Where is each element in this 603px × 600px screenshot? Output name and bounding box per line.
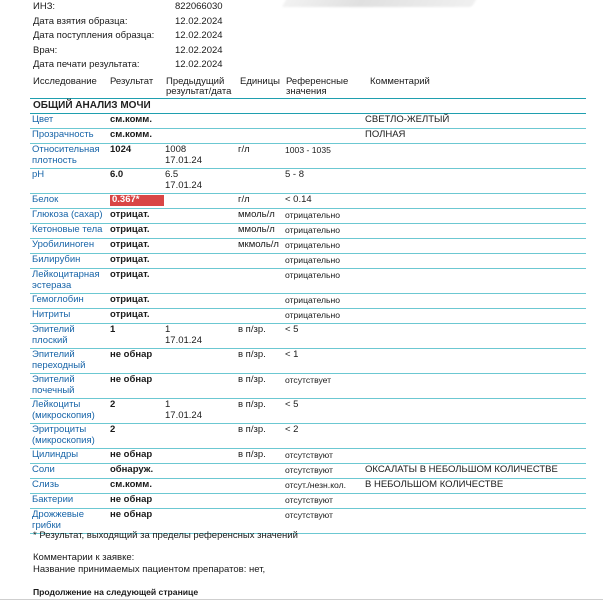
sample-metadata	[33, 0, 223, 73]
test-name: Соли	[32, 464, 55, 475]
test-unit: ммоль/л	[238, 209, 275, 220]
reference-range: < 5	[285, 399, 299, 410]
reference-range: отрицательно	[285, 210, 340, 220]
test-result: 6.0	[110, 169, 124, 180]
meta-row	[33, 15, 223, 30]
test-unit: в п/зр.	[238, 424, 266, 435]
test-comment: ПОЛНАЯ	[365, 129, 406, 140]
test-result: отрицат.	[110, 224, 150, 235]
reference-range: отрицательно	[285, 225, 340, 235]
meta-value: 822066030	[175, 1, 223, 12]
reference-range: отсутствует	[285, 375, 332, 385]
continued-note: Продолжение на следующей странице	[33, 587, 199, 597]
table-row	[30, 129, 586, 144]
reference-range: отсутствуют	[285, 495, 333, 505]
table-row	[30, 294, 586, 309]
meta-value: 12.02.2024	[175, 59, 223, 70]
test-name: Лейкоцитарная эстераза	[32, 269, 100, 291]
table-row	[30, 209, 586, 224]
previous-result: 1 17.01.24	[165, 399, 202, 421]
test-result: см.комм.	[110, 129, 152, 140]
test-comment: СВЕТЛО-ЖЕЛТЫЙ	[365, 114, 450, 125]
top-shadow-shape	[282, 0, 478, 7]
test-result: см.комм.	[110, 479, 152, 490]
test-result: не обнар	[110, 449, 153, 460]
table-row	[30, 449, 586, 464]
test-name: Относительная плотность	[32, 144, 100, 166]
test-result: 2	[110, 399, 116, 410]
test-result: отрицат.	[110, 269, 150, 280]
test-result: не обнар	[110, 349, 153, 360]
test-unit: ммоль/л	[238, 224, 275, 235]
test-name: Эритроциты (микроскопия)	[32, 424, 95, 446]
test-name: Гемоглобин	[32, 294, 84, 305]
header-previous: Предыдущий результат/дата	[166, 76, 232, 97]
meta-label: Дата поступления образца:	[33, 30, 155, 41]
meta-label: Дата печати результата:	[33, 59, 140, 70]
meta-label: Врач:	[33, 44, 58, 56]
meta-row	[33, 58, 223, 73]
reference-range: 5 - 8	[285, 169, 305, 180]
table-row	[30, 424, 586, 449]
test-name: Цвет	[32, 114, 54, 125]
test-unit: г/л	[238, 144, 250, 155]
test-name: Прозрачность	[32, 129, 94, 140]
table-row	[30, 464, 586, 479]
table-row	[30, 169, 586, 194]
test-name: Цилиндры	[32, 449, 79, 460]
test-name: Эпителий плоский	[32, 324, 75, 346]
test-name: Слизь	[32, 479, 60, 490]
reference-range: отрицательно	[285, 295, 340, 305]
header-units: Единицы	[240, 76, 281, 87]
test-result: см.комм.	[110, 114, 152, 125]
header-reference: Референсные значения	[286, 76, 349, 97]
meta-label: ИНЗ:	[33, 1, 56, 12]
test-name: pH	[32, 169, 45, 180]
test-unit: мкмоль/л	[238, 239, 279, 250]
test-result: не обнар	[110, 374, 153, 385]
reference-range: отсутствуют	[285, 465, 333, 475]
test-result: обнаруж.	[110, 464, 154, 475]
header-result: Результат	[110, 76, 154, 87]
previous-result: 6.5 17.01.24	[165, 169, 202, 191]
meta-row	[33, 29, 223, 44]
test-result: отрицат.	[110, 209, 150, 220]
test-name: Эпителий переходный	[32, 349, 86, 371]
test-result: 1024	[110, 144, 132, 155]
test-unit: г/л	[238, 194, 250, 205]
table-row	[30, 269, 586, 294]
test-result: отрицат.	[110, 239, 150, 250]
table-row	[30, 224, 586, 239]
table-row	[30, 494, 586, 509]
test-comment: ОКСАЛАТЫ В НЕБОЛЬШОМ КОЛИЧЕСТВЕ	[365, 464, 558, 475]
reference-range: отрицательно	[285, 255, 340, 265]
test-comment: В НЕБОЛЬШОМ КОЛИЧЕСТВЕ	[365, 479, 504, 490]
footnotes	[33, 530, 593, 576]
meta-row	[33, 44, 223, 59]
test-name: Кетоновые тела	[32, 224, 103, 235]
test-unit: в п/зр.	[238, 324, 266, 335]
reference-range: отсутствуют	[285, 450, 333, 460]
reference-range: отрицательно	[285, 240, 340, 250]
table-row	[30, 349, 586, 374]
table-row	[30, 114, 586, 129]
test-name: Эпителий почечный	[32, 374, 75, 396]
comments-label: Комментарии к заявке:	[33, 552, 135, 563]
section-title: ОБЩИЙ АНАЛИЗ МОЧИ	[30, 98, 586, 114]
table-row	[30, 144, 586, 169]
test-result: отрицат.	[110, 254, 150, 265]
test-name: Белок	[32, 194, 59, 205]
meta-value: 12.02.2024	[175, 15, 223, 27]
test-name: Бактерии	[32, 494, 74, 505]
meta-row	[33, 0, 223, 15]
meta-label: Дата взятия образца:	[33, 15, 128, 27]
test-result: не обнар	[110, 509, 153, 520]
drugs-note: Название принимаемых пациентом препаратов: нет,	[33, 564, 266, 575]
table-row	[30, 309, 586, 324]
table-row	[30, 479, 586, 494]
meta-value: 12.02.2024	[175, 30, 223, 41]
table-row	[30, 239, 586, 254]
reference-range: отсутствуют	[285, 510, 333, 520]
test-result: не обнар	[110, 494, 153, 505]
test-result: 2	[110, 424, 116, 435]
test-name: Лейкоциты (микроскопия)	[32, 399, 95, 421]
header-study: Исследование	[33, 76, 97, 87]
reference-range: < 5	[285, 324, 299, 335]
test-name: Глюкоза (сахар)	[32, 209, 103, 220]
reference-range: < 1	[285, 349, 299, 360]
test-result: отрицат.	[110, 309, 150, 320]
table-row	[30, 194, 586, 209]
asterisk-note: * Результат, выходящий за пределы референсных значений	[33, 530, 298, 541]
test-unit: в п/зр.	[238, 399, 266, 410]
test-name: Дрожжевые грибки	[32, 509, 85, 531]
reference-range: отрицательно	[285, 270, 340, 280]
test-name: Нитриты	[32, 309, 71, 320]
results-table	[30, 98, 586, 534]
reference-range: < 0.14	[285, 194, 312, 205]
reference-range: отрицательно	[285, 310, 340, 320]
meta-value: 12.02.2024	[175, 44, 223, 56]
test-name: Билирубин	[32, 254, 81, 265]
header-comment: Комментарий	[370, 76, 430, 87]
test-result: отрицат.	[110, 294, 150, 305]
table-row	[30, 374, 586, 399]
test-result: 1	[110, 324, 116, 335]
reference-range: 1003 - 1035	[285, 145, 331, 155]
test-unit: в п/зр.	[238, 449, 266, 460]
table-row	[30, 254, 586, 269]
test-unit: в п/зр.	[238, 349, 266, 360]
reference-range: отсут./незн.кол.	[285, 480, 347, 490]
test-unit: в п/зр.	[238, 374, 266, 385]
reference-range: < 2	[285, 424, 299, 435]
test-result: 0.367*	[110, 195, 164, 206]
table-header	[33, 77, 593, 99]
previous-result: 1008 17.01.24	[165, 144, 202, 166]
table-row	[30, 324, 586, 349]
previous-result: 1 17.01.24	[165, 324, 202, 346]
table-row	[30, 399, 586, 424]
test-name: Уробилиноген	[32, 239, 95, 250]
